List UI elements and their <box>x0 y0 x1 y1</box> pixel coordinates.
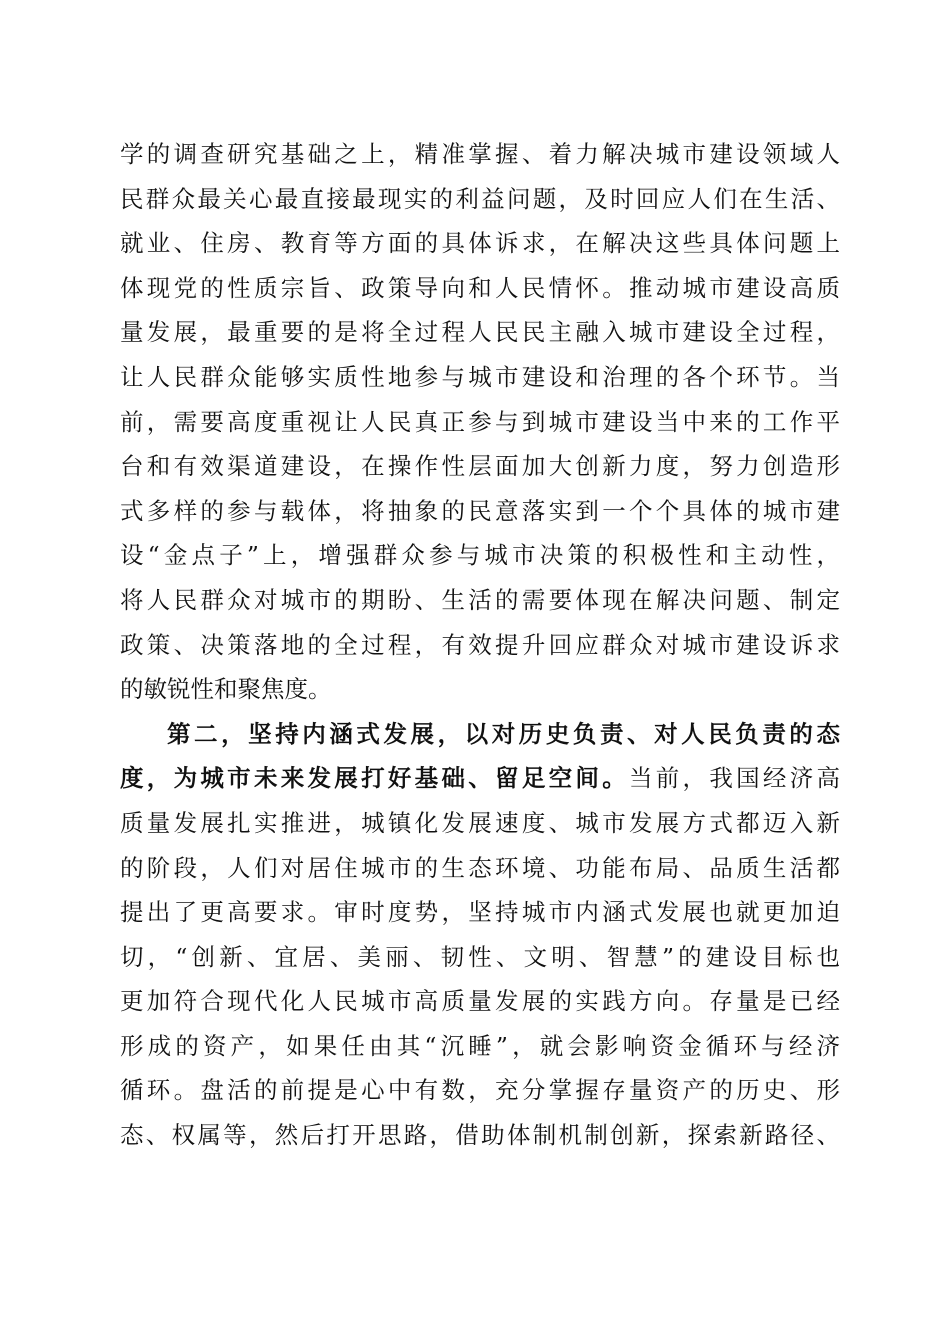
text-line: 式多样的参与载体，将抽象的民意落实到一个个具体的城市建 <box>120 496 840 525</box>
text-line: 更加符合现代化人民城市高质量发展的实践方向。存量是已经 <box>120 987 840 1016</box>
heading-line: 第二，坚持内涵式发展，以对历史负责、对人民负责的态 <box>167 719 840 748</box>
text-line: 质量发展扎实推进，城镇化发展速度、城市发展方式都迈入新 <box>120 808 840 837</box>
mixed-line <box>120 756 840 801</box>
text-line: 切，“创新、宜居、美丽、韧性、文明、智慧”的建设目标也 <box>120 942 840 971</box>
text-line: 态、权属等，然后打开思路，借助体制机制创新，探索新路径、 <box>120 1121 840 1150</box>
text-line: 体现党的性质宗旨、政策导向和人民情怀。推动城市建设高质 <box>120 273 840 302</box>
text-line: 台和有效渠道建设，在操作性层面加大创新力度，努力创造形 <box>120 452 840 481</box>
text-line: 政策、决策落地的全过程，有效提升回应群众对城市建设诉求 <box>120 630 840 659</box>
text-line: 学的调查研究基础之上，精准掌握、着力解决城市建设领域人 <box>120 140 840 168</box>
text-line: 将人民群众对城市的期盼、生活的需要体现在解决问题、制定 <box>120 585 840 614</box>
text-line: 循环。盘活的前提是心中有数，充分掌握存量资产的历史、形 <box>120 1076 840 1105</box>
text-line: 前，需要高度重视让人民真正参与到城市建设当中来的工作平 <box>120 407 840 436</box>
heading-text: 度，为城市未来发展打好基础、留足空间。 <box>120 764 629 793</box>
document-body <box>120 132 840 1158</box>
text-line: 提出了更高要求。审时度势，坚持城市内涵式发展也就更加迫 <box>120 898 840 927</box>
text-line: 民群众最关心最直接最现实的利益问题，及时回应人们在生活、 <box>120 184 840 213</box>
text-line: 的敏锐性和聚焦度。 <box>120 675 332 704</box>
text-line: 量发展，最重要的是将全过程人民民主融入城市建设全过程， <box>120 318 840 347</box>
text-line: 的阶段，人们对居住城市的生态环境、功能布局、品质生活都 <box>120 853 840 882</box>
paragraph-1 <box>120 132 840 712</box>
text-line: 设“金点子”上，增强群众参与城市决策的积极性和主动性， <box>120 541 840 570</box>
text-line: 形成的资产，如果任由其“沉睡”，就会影响资金循环与经济 <box>120 1031 840 1060</box>
body-text: 当前，我国经济高 <box>628 764 840 793</box>
paragraph-2 <box>120 712 840 1158</box>
text-line: 让人民群众能够实质性地参与城市建设和治理的各个环节。当 <box>120 362 840 391</box>
text-line: 就业、住房、教育等方面的具体诉求，在解决这些具体问题上 <box>120 229 840 258</box>
